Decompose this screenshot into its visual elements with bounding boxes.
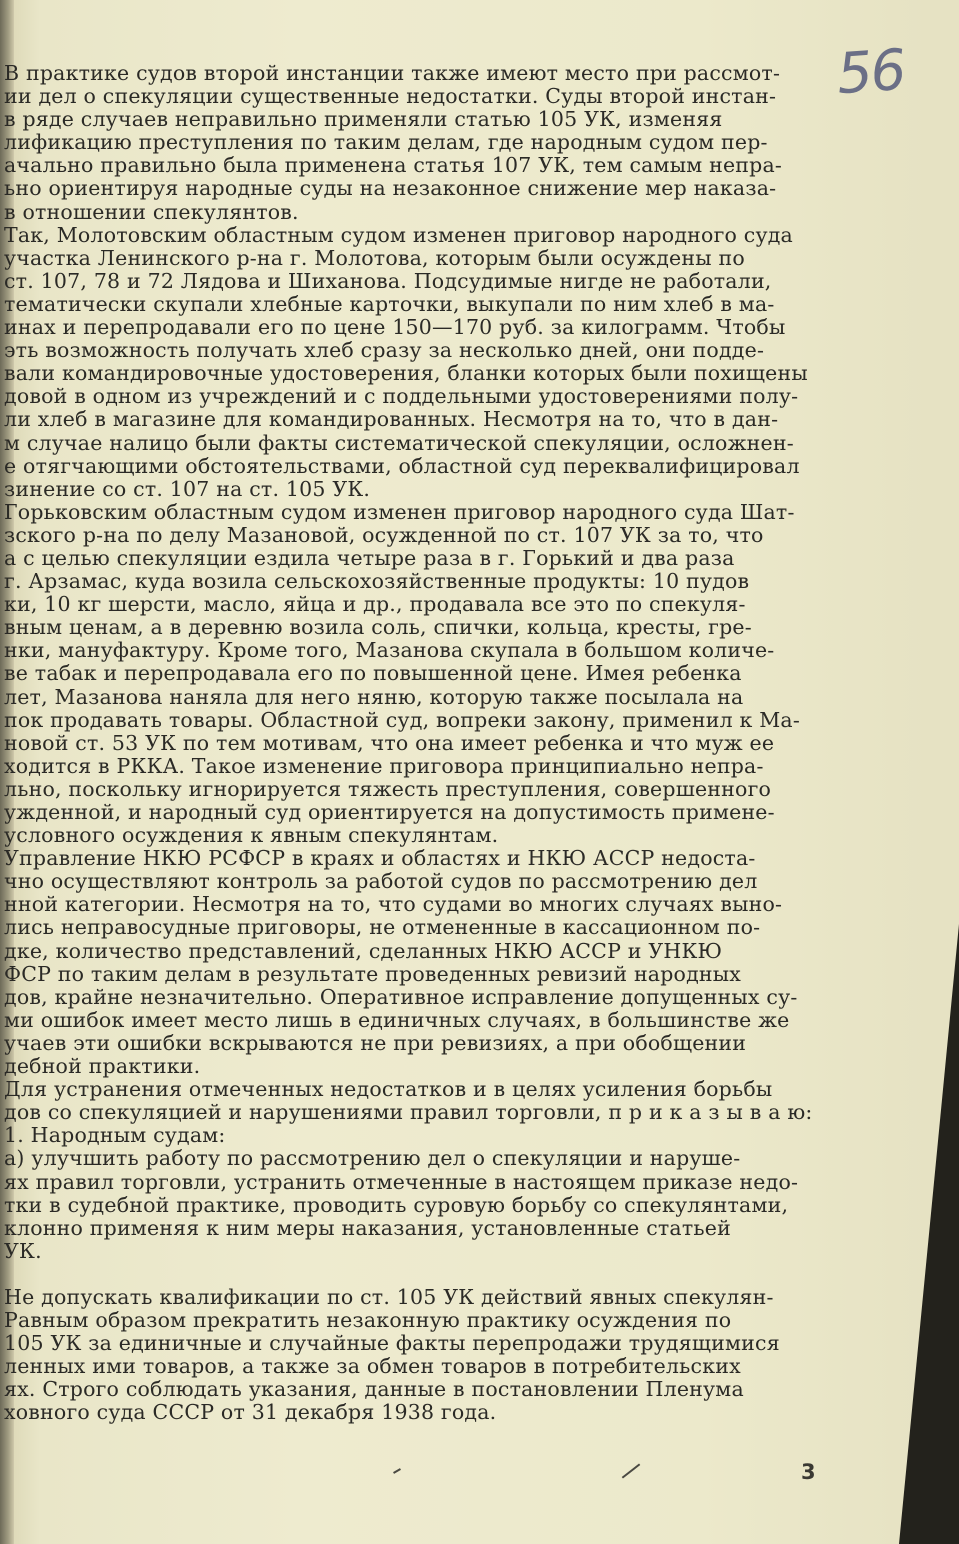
annotation-number: 56 [834,37,907,108]
dark-corner-shadow [899,924,959,1544]
text-line: лись неправосудные приговоры, не отмененные в кассационном по- [4,916,761,940]
text-line: ве табак и перепродавала его по повышенной цене. Имея ребенка [4,662,742,686]
text-line: а) улучшить работу по рассмотрению дел о спекуляции и наруше- [4,1147,741,1171]
text-line: В практике судов второй инстанции также имеют место при рассмот- [4,62,781,85]
paragraph [4,62,844,224]
text-line: довой в одном из учреждений и с поддельными удостоверениями полу- [4,385,799,409]
text-line: льно, поскольку игнорируется тяжесть преступления, совершенного [4,777,772,801]
text-line: тематически скупали хлебные карточки, выкупали по ним хлеб в ма- [4,292,775,316]
text-line: Для устранения отмеченных недостатков и в целях усиления борьбы [4,1078,773,1102]
text-line: е отягчающими обстоятельствами, областной суд переквалифицировал [4,454,800,478]
text-line: ьно ориентируя народные суды на незаконное снижение мер наказа- [4,177,777,201]
text-line: дебной практики. [4,1055,201,1079]
text-line: клонно применяя к ним меры наказания, установленные статьей [4,1216,731,1240]
text-line: ии дел о спекуляции существенные недостатки. Суды второй инстан- [4,85,777,109]
text-line: чно осуществляют контроль за работой судов по рассмотрению дел [4,870,758,894]
text-line: ховного суда СССР от 31 декабря 1938 года. [4,1401,497,1425]
text-line: зинение со ст. 107 на ст. 105 УК. [4,477,371,501]
text-line: ки, 10 кг шерсти, масло, яйца и др., продавала все это по спекуля- [4,593,746,617]
text-line: 105 УК за единичные и случайные факты перепродажи трудящимися [4,1332,780,1356]
handwritten-annotation [834,37,921,110]
document-body [4,62,844,1424]
text-line: ли хлеб в магазине для командированных. Несмотря на то, что в дан- [4,408,779,432]
page-number: 3 [801,1460,816,1484]
text-line: пок продавать товары. Областной суд, вопреки закону, применил к Ма- [4,708,800,732]
text-line: Управление НКЮ РСФСР в краях и областях и НКЮ АССР недоста- [4,847,756,871]
text-line: в ряде случаев неправильно применяли статью 105 УК, изменяя [4,108,723,132]
text-line: Не допускать квалификации по ст. 105 УК действий явных спекулян- [4,1285,774,1309]
paragraph [4,1286,844,1425]
paragraph [4,847,844,1078]
paragraph [4,1078,844,1263]
text-line: ленных ими товаров, а также за обмен товаров в потребительских [4,1355,741,1379]
text-line: ях правил торговли, устранить отмеченные в настоящем приказе недо- [4,1170,799,1194]
text-line: условного осуждения к явным спекулянтам. [4,824,499,848]
text-line: лификацию преступления по таким делам, где народным судом пер- [4,131,768,155]
text-line: м случае налицо были факты систематической спекуляции, осложнен- [4,431,794,455]
pencil-mark [622,1463,641,1478]
text-line: дов, крайне незначительно. Оперативное исправление допущенных су- [4,985,798,1009]
text-line: эть возможность получать хлеб сразу за несколько дней, они подде- [4,339,765,363]
text-line: участка Ленинского р-на г. Молотова, которым были осуждены по [4,246,745,270]
text-line: ми ошибок имеет место лишь в единичных случаях, в большинстве же [4,1008,790,1032]
text-line: Так, Молотовским областным судом изменен приговор народного суда [4,223,793,247]
text-line: ачально правильно была применена статья 107 УК, тем самым непра- [4,154,783,178]
text-line: зского р-на по делу Мазановой, осужденной по ст. 107 УК за то, что [4,523,764,547]
text-line: Равным образом прекратить незаконную практику осуждения по [4,1308,732,1332]
pencil-mark [393,1468,401,1474]
text-line: лет, Мазанова наняла для него няню, которую также посылала на [4,685,744,709]
text-line: нки, мануфактуру. Кроме того, Мазанова скупала в большом количе- [4,639,775,663]
text-line: а с целью спекуляции ездила четыре раза в г. Горький и два раза [4,546,735,570]
text-line: ях. Строго соблюдать указания, данные в постановлении Пленума [4,1378,744,1402]
text-line: тки в судебной практике, проводить суровую борьбу со спекулянтами, [4,1193,789,1217]
text-line: вным ценам, а в деревню возила соль, спички, кольца, кресты, гре- [4,616,752,640]
text-line: в отношении спекулянтов. [4,200,299,224]
text-line: Горьковским областным судом изменен приговор народного суда Шат- [4,500,795,524]
text-line: новой ст. 53 УК по тем мотивам, что она имеет ребенка и что муж ее [4,731,775,755]
text-line: УК. [4,1239,42,1263]
text-line: учаев эти ошибки вскрываются не при ревизиях, а при обобщении [4,1031,747,1055]
text-line: г. Арзамас, куда возила сельскохозяйственные продукты: 10 пудов [4,570,750,594]
text-line: ходится в РККА. Такое изменение приговора принципиально непра- [4,754,764,778]
text-line: вали командировочные удостоверения, бланки которых были похищены [4,362,808,386]
text-line: ужденной, и народный суд ориентируется на допустимость примене- [4,801,775,824]
text-line: нной категории. Несмотря на то, что судами во многих случаях выно- [4,893,783,917]
text-line: дов со спекуляцией и нарушениями правил торговли, п р и к а з ы в а ю: [4,1101,813,1125]
paragraph [4,224,844,501]
text-line: ст. 107, 78 и 72 Лядова и Шиханова. Подсудимые нигде не работали, [4,269,772,293]
text-line: ФСР по таким делам в результате проведенных ревизий народных [4,962,742,986]
text-line: 1. Народным судам: [4,1124,226,1148]
paragraph [4,501,844,847]
paragraph-gap [4,1263,844,1286]
text-line: инах и перепродавали его по цене 150—170 руб. за килограмм. Чтобы [4,316,786,340]
text-line: дке, количество представлений, сделанных НКЮ АССР и УНКЮ [4,939,723,963]
